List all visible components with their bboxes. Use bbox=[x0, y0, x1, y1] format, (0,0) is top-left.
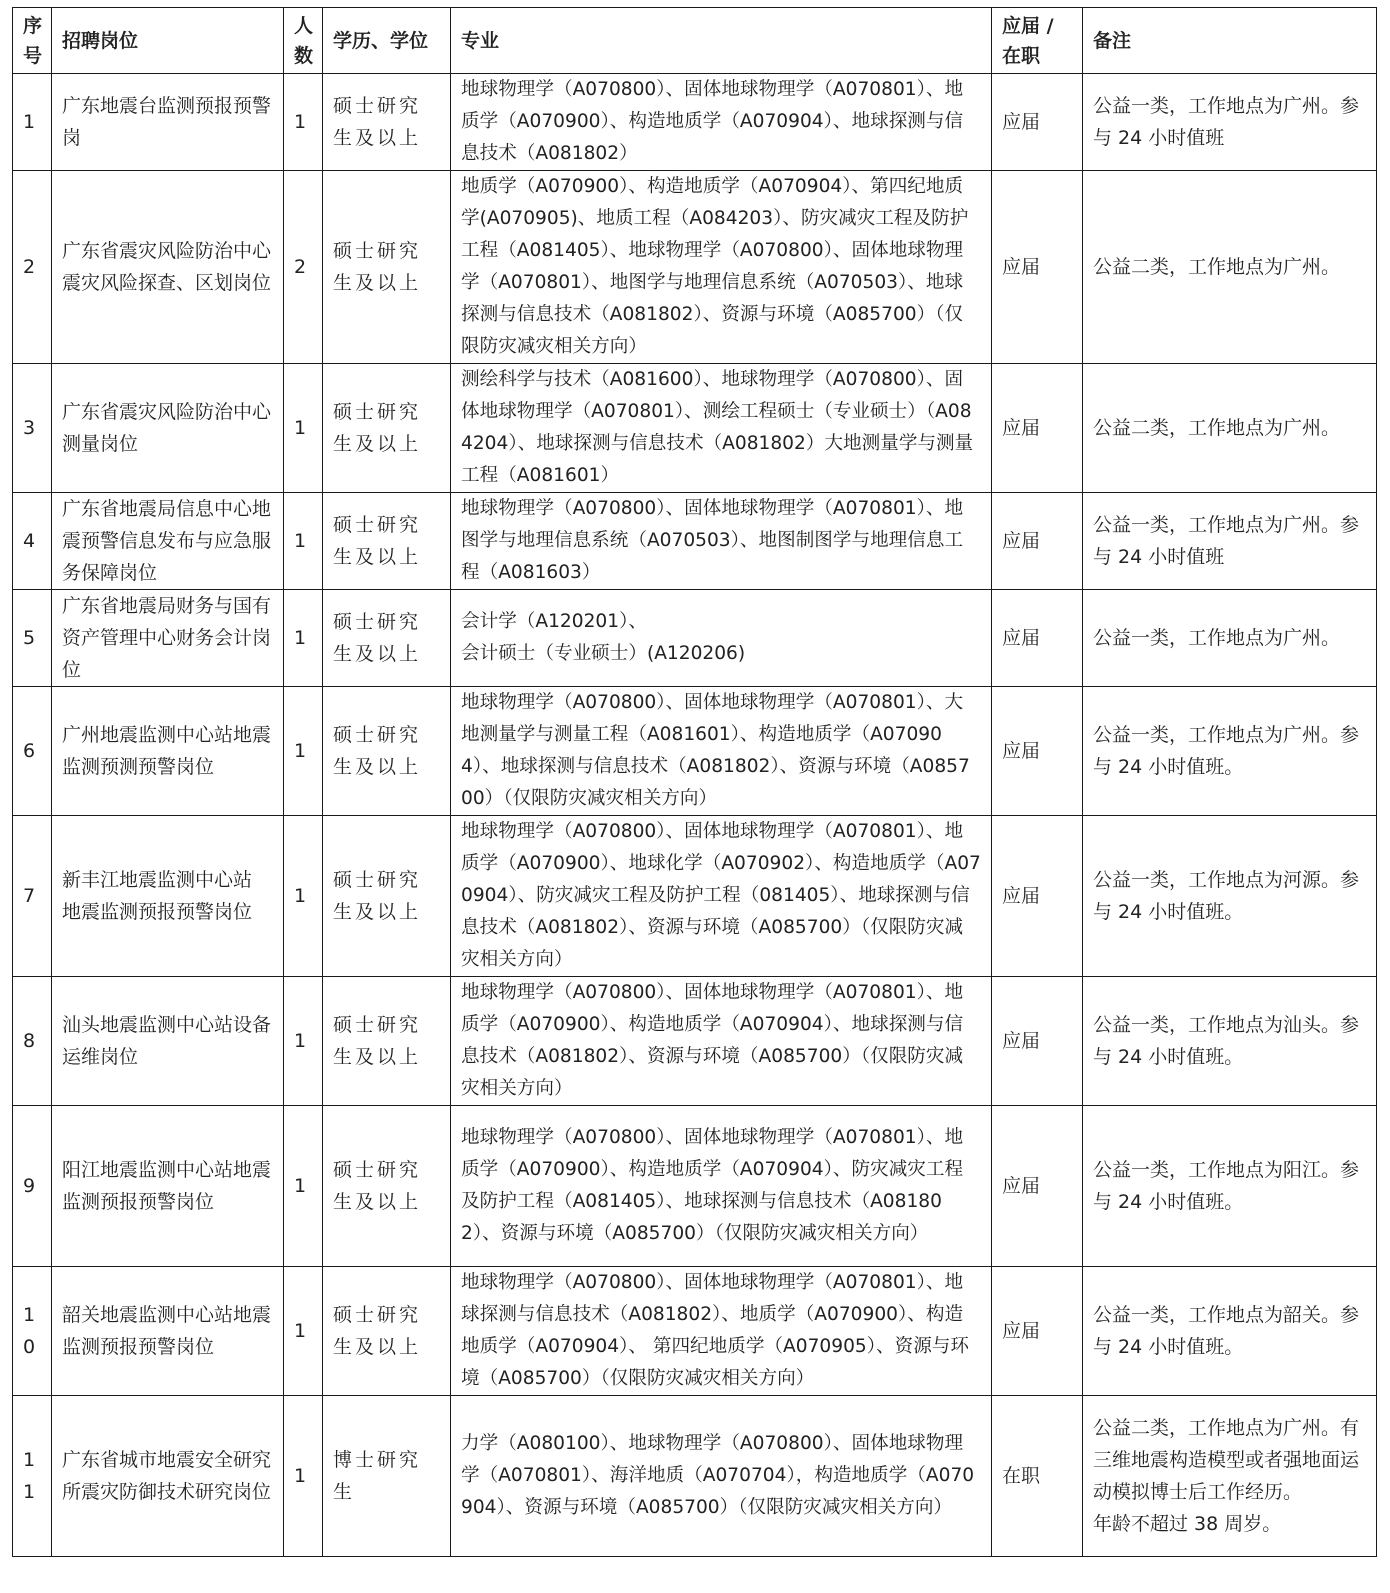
cell-major: 地球物理学（A070800）、固体地球物理学（A070801）、地质学（A070900）、构造地质学（A070904）、地球探测与信息技术（A081802）、资源与环境（A085700）（仅限防灾减灾相关方向） bbox=[451, 977, 992, 1106]
cell-post: 新丰江地震监测中心站 地震监测预报预警岗位 bbox=[52, 816, 284, 977]
cell-status: 应届 bbox=[992, 364, 1083, 493]
cell-post: 广东地震台监测预报预警岗 bbox=[52, 74, 284, 171]
table-row bbox=[13, 816, 1377, 977]
cell-major: 会计学（A120201）、 会计硕士（专业硕士）(A120206) bbox=[451, 590, 992, 687]
cell-status: 应届 bbox=[992, 171, 1083, 364]
cell-major: 地球物理学（A070800）、固体地球物理学（A070801）、地球探测与信息技术（A081802）、地质学（A070900）、构造地质学（A070904）、 第四纪地质学（A070905）、资源与环境（A085700）（仅限防灾减灾相关方向） bbox=[451, 1267, 992, 1396]
cell-note: 公益二类，工作地点为广州。 bbox=[1083, 171, 1377, 364]
cell-seq: 1 bbox=[13, 74, 52, 171]
cell-count: 1 bbox=[284, 590, 323, 687]
cell-count: 1 bbox=[284, 364, 323, 493]
cell-count: 1 bbox=[284, 687, 323, 816]
cell-seq: 4 bbox=[13, 493, 52, 590]
cell-degree: 硕士研究生及以上 bbox=[323, 364, 451, 493]
cell-major: 地球物理学（A070800）、固体地球物理学（A070801）、地图学与地理信息系统（A070503）、地图制图学与地理信息工程（A081603） bbox=[451, 493, 992, 590]
cell-count: 2 bbox=[284, 171, 323, 364]
cell-status: 应届 bbox=[992, 977, 1083, 1106]
header-post: 招聘岗位 bbox=[52, 8, 284, 74]
cell-degree: 硕士研究生及以上 bbox=[323, 171, 451, 364]
table-row bbox=[13, 74, 1377, 171]
table-row bbox=[13, 687, 1377, 816]
cell-status: 应届 bbox=[992, 816, 1083, 977]
cell-seq: 7 bbox=[13, 816, 52, 977]
cell-status: 应届 bbox=[992, 1106, 1083, 1267]
cell-note: 公益一类，工作地点为汕头。参与 24 小时值班。 bbox=[1083, 977, 1377, 1106]
cell-degree: 硕士研究生及以上 bbox=[323, 1267, 451, 1396]
cell-post: 广东省地震局信息中心地震预警信息发布与应急服务保障岗位 bbox=[52, 493, 284, 590]
cell-degree: 硕士研究生及以上 bbox=[323, 590, 451, 687]
cell-status: 应届 bbox=[992, 74, 1083, 171]
cell-seq: 5 bbox=[13, 590, 52, 687]
cell-count: 1 bbox=[284, 1106, 323, 1267]
cell-post: 韶关地震监测中心站地震监测预报预警岗位 bbox=[52, 1267, 284, 1396]
cell-status: 应届 bbox=[992, 493, 1083, 590]
cell-degree: 硕士研究生及以上 bbox=[323, 687, 451, 816]
table-row bbox=[13, 1267, 1377, 1396]
cell-count: 1 bbox=[284, 493, 323, 590]
cell-count: 1 bbox=[284, 977, 323, 1106]
table-row bbox=[13, 493, 1377, 590]
cell-post: 汕头地震监测中心站设备运维岗位 bbox=[52, 977, 284, 1106]
cell-post: 广东省地震局财务与国有资产管理中心财务会计岗位 bbox=[52, 590, 284, 687]
cell-post: 广州地震监测中心站地震监测预测预警岗位 bbox=[52, 687, 284, 816]
table-row bbox=[13, 590, 1377, 687]
cell-note: 公益一类，工作地点为广州。参与 24 小时值班 bbox=[1083, 493, 1377, 590]
cell-count: 1 bbox=[284, 816, 323, 977]
table-row bbox=[13, 1106, 1377, 1267]
cell-status: 应届 bbox=[992, 1267, 1083, 1396]
cell-count: 1 bbox=[284, 1396, 323, 1557]
cell-seq: 2 bbox=[13, 171, 52, 364]
cell-note: 公益一类，工作地点为广州。 bbox=[1083, 590, 1377, 687]
cell-degree: 硕士研究生及以上 bbox=[323, 1106, 451, 1267]
cell-note: 公益一类，工作地点为广州。参与 24 小时值班。 bbox=[1083, 687, 1377, 816]
table-row bbox=[13, 364, 1377, 493]
header-seq: 序 号 bbox=[13, 8, 52, 74]
cell-major: 地球物理学（A070800）、固体地球物理学（A070801）、地质学（A070900）、地球化学（A070902）、构造地质学（A070904）、防灾减灾工程及防护工程（081405）、地球探测与信息技术（A081802）、资源与环境（A085700）（仅限防灾减灾相关方向） bbox=[451, 816, 992, 977]
cell-note: 公益二类，工作地点为广州。有三维地震构造模型或者强地面运动模拟博士后工作经历。 年龄不超过 38 周岁。 bbox=[1083, 1396, 1377, 1557]
header-note: 备注 bbox=[1083, 8, 1377, 74]
table-row bbox=[13, 1396, 1377, 1557]
cell-post: 广东省震灾风险防治中心震灾风险探查、区划岗位 bbox=[52, 171, 284, 364]
cell-degree: 博士研究生 bbox=[323, 1396, 451, 1557]
cell-degree: 硕士研究生及以上 bbox=[323, 493, 451, 590]
header-count: 人 数 bbox=[284, 8, 323, 74]
cell-note: 公益一类，工作地点为河源。参与 24 小时值班。 bbox=[1083, 816, 1377, 977]
table-row bbox=[13, 171, 1377, 364]
table-row bbox=[13, 977, 1377, 1106]
cell-status: 在职 bbox=[992, 1396, 1083, 1557]
cell-post: 广东省震灾风险防治中心测量岗位 bbox=[52, 364, 284, 493]
cell-note: 公益二类，工作地点为广州。 bbox=[1083, 364, 1377, 493]
cell-seq: 9 bbox=[13, 1106, 52, 1267]
cell-post: 广东省城市地震安全研究所震灾防御技术研究岗位 bbox=[52, 1396, 284, 1557]
cell-seq: 10 bbox=[13, 1267, 52, 1396]
cell-note: 公益一类，工作地点为韶关。参与 24 小时值班。 bbox=[1083, 1267, 1377, 1396]
cell-count: 1 bbox=[284, 74, 323, 171]
cell-seq: 3 bbox=[13, 364, 52, 493]
cell-major: 测绘科学与技术（A081600）、地球物理学（A070800）、固体地球物理学（A070801）、测绘工程硕士（专业硕士）（A084204）、地球探测与信息技术（A081802）大地测量学与测量工程（A081601） bbox=[451, 364, 992, 493]
cell-note: 公益一类，工作地点为广州。参与 24 小时值班 bbox=[1083, 74, 1377, 171]
cell-major: 地球物理学（A070800）、固体地球物理学（A070801）、地质学（A070900）、构造地质学（A070904）、防灾减灾工程及防护工程（A081405）、地球探测与信息技术（A081802）、资源与环境（A085700）（仅限防灾减灾相关方向） bbox=[451, 1106, 992, 1267]
cell-count: 1 bbox=[284, 1267, 323, 1396]
cell-seq: 11 bbox=[13, 1396, 52, 1557]
cell-status: 应届 bbox=[992, 687, 1083, 816]
cell-major: 力学（A080100）、地球物理学（A070800）、固体地球物理学（A070801）、海洋地质（A070704），构造地质学（A070904）、资源与环境（A085700）（仅限防灾减灾相关方向） bbox=[451, 1396, 992, 1557]
header-degree: 学历、学位 bbox=[323, 8, 451, 74]
recruitment-table bbox=[12, 7, 1377, 1557]
cell-major: 地球物理学（A070800）、固体地球物理学（A070801）、大地测量学与测量工程（A081601）、构造地质学（A070904）、地球探测与信息技术（A081802）、资源与环境（A085700）（仅限防灾减灾相关方向） bbox=[451, 687, 992, 816]
header-row bbox=[13, 8, 1377, 74]
cell-note: 公益一类，工作地点为阳江。参与 24 小时值班。 bbox=[1083, 1106, 1377, 1267]
cell-post: 阳江地震监测中心站地震监测预报预警岗位 bbox=[52, 1106, 284, 1267]
cell-degree: 硕士研究生及以上 bbox=[323, 977, 451, 1106]
header-major: 专业 bbox=[451, 8, 992, 74]
cell-major: 地质学（A070900）、构造地质学（A070904）、第四纪地质学(A070905)、地质工程（A084203）、防灾减灾工程及防护工程（A081405）、地球物理学（A070800）、固体地球物理学（A070801）、地图学与地理信息系统（A070503）、地球探测与信息技术（A081802）、资源与环境（A085700）（仅限防灾减灾相关方向） bbox=[451, 171, 992, 364]
cell-seq: 6 bbox=[13, 687, 52, 816]
cell-degree: 硕士研究生及以上 bbox=[323, 74, 451, 171]
header-status: 应届 / 在职 bbox=[992, 8, 1083, 74]
cell-degree: 硕士研究生及以上 bbox=[323, 816, 451, 977]
cell-major: 地球物理学（A070800）、固体地球物理学（A070801）、地质学（A070900）、构造地质学（A070904）、地球探测与信息技术（A081802） bbox=[451, 74, 992, 171]
cell-status: 应届 bbox=[992, 590, 1083, 687]
cell-seq: 8 bbox=[13, 977, 52, 1106]
table-body bbox=[13, 74, 1377, 1557]
